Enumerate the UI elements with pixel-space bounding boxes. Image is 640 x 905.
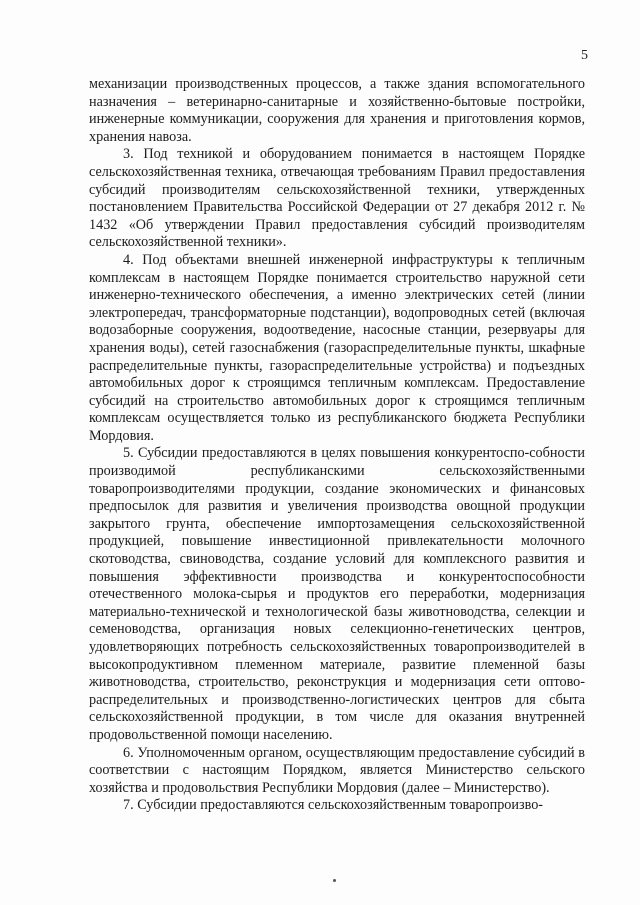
paragraph-6: 6. Уполномоченным органом, осуществляющим предоставление субсидий в соответствии с настоящим Порядком, является Министерство сельского хозяйства и продовольствия Республики Мордовия (далее – Министерство). [89,744,585,796]
paragraph-4: 4. Под объектами внешней инженерной инфраструктуры к тепличным комплексам в настоящем Порядке понимается строительство наружной сети инженерно-технического обеспечения, а именно электрических сетей (линии электропередач, трансформаторные подстанции), водопроводных сетей (включая водозаборные сооружения, водоотведение, насосные станции, резервуары для хранения воды), сетей газоснабжения (газораспределительные пункты, шкафные распределительные пункты, газораспределительные устройства) и подъездных автомобильных дорог к строящимся тепличным комплексам. Предоставление субсидий на строительство автомобильных дорог к строящимся тепличным комплексам осуществляется только из республиканского бюджета Республики Мордовия. [89,251,585,444]
document-body [89,76,585,815]
paragraph-5: 5. Субсидии предоставляются в целях повышения конкурентоспо-собности производимой республиканскими сельскохозяйственными товаропроизводителями продукции, создание экономических и финансовых предпосылок для развития и увеличения производства овощной продукции закрытого грунта, обеспечение импортозамещения сельскохозяйственной продукцией, повышение инвестиционной привлекательности молочного скотоводства, свиноводства, создание условий для комплексного развития и повышения эффективности производства и конкурентоспособности отечественного молока-сырья и продуктов его переработки, модернизация материально-технической и технологической базы животноводства, селекции и семеноводства, организация новых селекционно-генетических центров, удовлетворяющих потребность сельскохозяйственных товаропроизводителей в высокопродуктивном племенном материале, развитие племенной базы животноводства, строительство, реконструкция и модернизация сети оптово-распределительных и производственно-логистических центров для сбыта сельскохозяйственной продукции, в том числе для оказания внутренней продовольственной помощи населению. [89,445,585,743]
scan-dot-mark [333,879,336,882]
page-number: 5 [581,48,588,63]
paragraph-3: 3. Под техникой и оборудованием понимается в настоящем Порядке сельскохозяйственная техника, отвечающая требованиям Правил предоставления субсидий производителям сельскохозяйственной техники, утвержденных постановлением Правительства Российской Федерации от 27 декабря 2012 г. № 1432 «Об утверждении Правил предоставления субсидий производителям сельскохозяйственной техники». [89,146,585,251]
paragraph-7: 7. Субсидии предоставляются сельскохозяйственным товаропроизво- [123,797,544,814]
paragraph-continued: механизации производственных процессов, а также здания вспомогательного назначения – ветеринарно-санитарные и хозяйственно-бытовые постройки, инженерные коммуникации, сооружения для хранения и приготовления кормов, хранения навоза. [89,76,585,145]
